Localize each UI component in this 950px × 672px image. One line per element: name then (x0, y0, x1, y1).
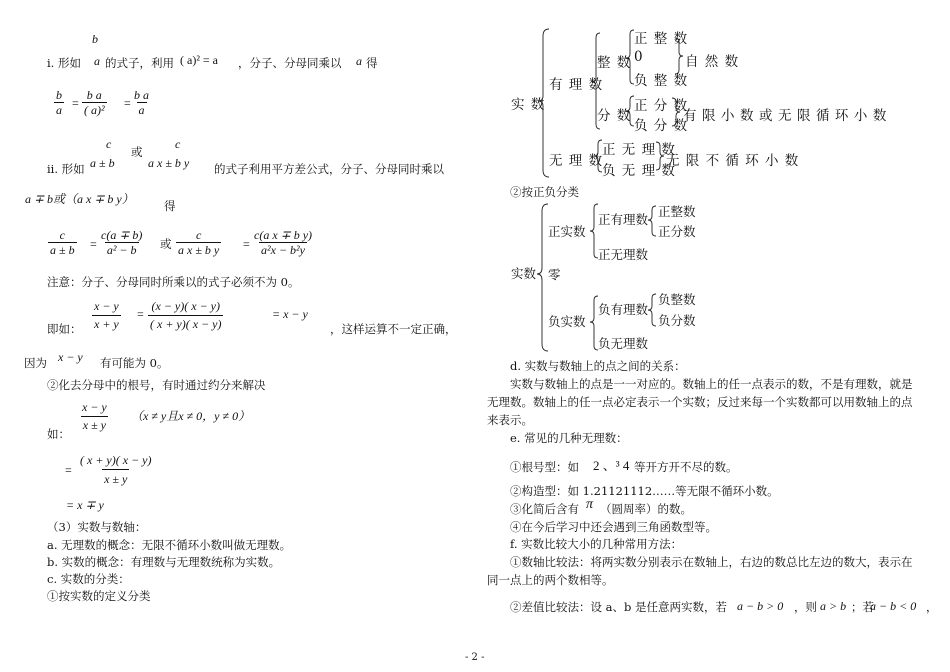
tree2-zero: 零 (548, 267, 561, 282)
tree2-pos-rational: 正有理数 (598, 212, 649, 227)
step2: ②化去分母中的根号，有时通过约分来解决 (47, 378, 266, 392)
a-def: a. 无理数的概念：无限不循环小数叫做无理数。 (47, 538, 292, 552)
eq2-r2: $\frac{\text{c(a x ∓ b y)}}{\text{a²x − b²y}}$ (254, 228, 313, 257)
e3-pre: ③化简后含有 (510, 502, 579, 516)
tree2-pos-irr: 正无理数 (598, 247, 649, 262)
f1-p2: 同一点上的两个数相等。 (487, 573, 614, 587)
eq1-rhs: $\frac{\text{b a}}{a}$ (134, 88, 149, 117)
tree2-neg-irr: 负无理数 (598, 336, 649, 351)
e1-pre: ①根号型：如 (510, 460, 579, 474)
tree1-pos-frac: 正 分 数 (634, 98, 689, 114)
d-p2: 无理数。数轴上的任一点必定表示一个实数；反过来每一个实数都可以用数轴上的点 (487, 395, 913, 409)
eq3-mid: $\frac{(x - y)( x - y)}{( x + y)( x - y)}$ (150, 299, 222, 331)
e1-expr: 2 、³ 4 (593, 458, 630, 473)
page-number: - 2 - (465, 652, 485, 663)
c2: ②按正负分类 (510, 185, 579, 199)
tree1-root: 实 数 (511, 97, 546, 113)
ii-den1: a ± b (90, 156, 115, 170)
tree1-finite: 有 限 小 数 或 无 限 循 环 小 数 (683, 108, 888, 124)
tree2-root: 实数 (511, 266, 537, 281)
ii-line2: a ∓ b或（a x ∓ b y） (25, 192, 134, 206)
tree1-fraction: 分 数 (597, 108, 632, 124)
d-p3: 来表示。 (487, 413, 533, 427)
ii-de: 得 (164, 199, 176, 213)
eq4-frac2: $\frac{( x + y)( x - y)}{x \pm y}$ (80, 453, 152, 486)
ii-c1: c (106, 137, 112, 151)
e2: ②构造型：如 1.21121112……等无限不循环小数。 (510, 484, 779, 498)
because-expr: x − y (58, 350, 83, 364)
i-text4: 得 (366, 56, 378, 70)
eq3-rhs: = x − y (272, 307, 308, 321)
i-formula: ( a)² = a (180, 53, 219, 67)
tree1-natural: 自 然 数 (685, 54, 740, 70)
eq1-lhs: $\frac{b}{a}$ (56, 88, 62, 117)
ii-text2: 的式子利用平方差公式，分子、分母同时乘以 (214, 162, 444, 176)
tree1-infinite: 无 限 不 循 环 小 数 (666, 153, 800, 169)
eq2-l1: $\frac{c}{a \pm b}$ (50, 228, 75, 257)
tree1-pos-irr: 正 无 理 数 (602, 142, 676, 158)
sec3: （3）实数与数轴： (47, 520, 147, 534)
example-label: 即如： (47, 322, 82, 336)
tree2-neg-frac: 负分数 (658, 313, 696, 328)
ii-or: 或 (131, 145, 143, 159)
c-def: c. 实数的分类： (47, 572, 130, 586)
c1: ①按实数的定义分类 (47, 589, 151, 603)
e3-pi: π (586, 497, 594, 512)
because-tail: 有可能为 0。 (100, 356, 169, 370)
tree1-integer: 整 数 (597, 55, 632, 71)
e3-post: （圆周率）的数。 (600, 502, 692, 516)
f2-end: ， (926, 600, 938, 614)
i-text: i. 形如 (47, 56, 81, 70)
f2-e3: a − b < 0 (870, 599, 917, 613)
ii-c2: c (175, 137, 181, 151)
tree1-pos-int: 正 整 数 (634, 31, 689, 47)
note: 注意：分子、分母同时所乘以的式子必须不为 0。 (47, 275, 300, 289)
tree1-neg-int: 负 整 数 (634, 73, 689, 89)
tree2-positive: 正实数 (548, 224, 586, 239)
tree1-irrational: 无 理 数 (549, 153, 604, 169)
tree1-neg-frac: 负 分 数 (634, 118, 689, 134)
eq1-mid: $\frac{\text{b a}}{\text{( a)²}}$ (84, 88, 105, 117)
f2-mid2: ；若 (851, 600, 874, 614)
eq2-or: 或 (160, 237, 172, 251)
eq3-tail: ，这样运算不一定正确， (330, 322, 457, 336)
tree2-neg-int: 负整数 (658, 292, 696, 307)
eq4-cond: （x ≠ y且x ≠ 0，y ≠ 0） (131, 409, 251, 423)
eq2-l2: $\frac{c(a \mp b)}{\text{a² − b}}$ (101, 228, 143, 257)
tree1-rational: 有 理 数 (549, 77, 604, 93)
tree2-neg-rational: 负有理数 (598, 302, 649, 317)
tree2-negative: 负实数 (548, 314, 586, 329)
b-def: b. 实数的概念：有理数与无理数统称为实数。 (47, 555, 281, 569)
ii-den2: a x ± b y (148, 156, 190, 170)
e4: ④在今后学习中还会遇到三角函数型等。 (510, 520, 717, 534)
f2-e1: a − b > 0 (737, 599, 784, 613)
f2-e2: a > b (820, 599, 847, 613)
i-top-b: b (92, 32, 98, 46)
eq4-result: = x ∓ y (66, 498, 104, 512)
eq4-frac: $\frac{x - y}{x \pm y}$ (82, 400, 107, 432)
e1-post: 等开方开不尽的数。 (634, 460, 738, 474)
f-title: f. 实数比较大小的几种常用方法： (510, 537, 683, 551)
tree2-pos-int: 正整数 (658, 204, 696, 219)
eq3-lhs: $\frac{x - y}{x + y}$ (94, 299, 119, 331)
d-title: d. 实数与数轴上的点之间的关系： (510, 359, 686, 373)
because: 因为 (24, 356, 47, 370)
e-title: e. 常见的几种无理数： (510, 431, 628, 445)
tree2-pos-frac: 正分数 (658, 224, 696, 239)
f2-pre: ②差值比较法：设 a、b 是任意两实数，若 (510, 600, 728, 614)
eq2-r1: $\frac{c}{\text{a x ± b y}}$ (178, 228, 220, 257)
tree1-neg-irr: 负 无 理 数 (602, 163, 676, 179)
i-text3: ，分子、分母同乘以 (238, 56, 342, 70)
d-p1: 实数与数轴上的点是一一对应的。数轴上的任一点表示的数，不是有理数，就是 (510, 377, 913, 391)
f1-p1: ①数轴比较法：将两实数分别表示在数轴上，右边的数总比左边的数大，表示在 (510, 555, 913, 569)
i-text2: 的式子，利用 (105, 56, 174, 70)
f2-mid: ，则 (794, 600, 817, 614)
ru-label: 如： (47, 427, 70, 441)
i-a: a (94, 54, 100, 68)
tree1-zero: 0 (634, 49, 644, 65)
ii-text: ii. 形如 (47, 162, 85, 176)
i-a2: a (356, 54, 362, 68)
